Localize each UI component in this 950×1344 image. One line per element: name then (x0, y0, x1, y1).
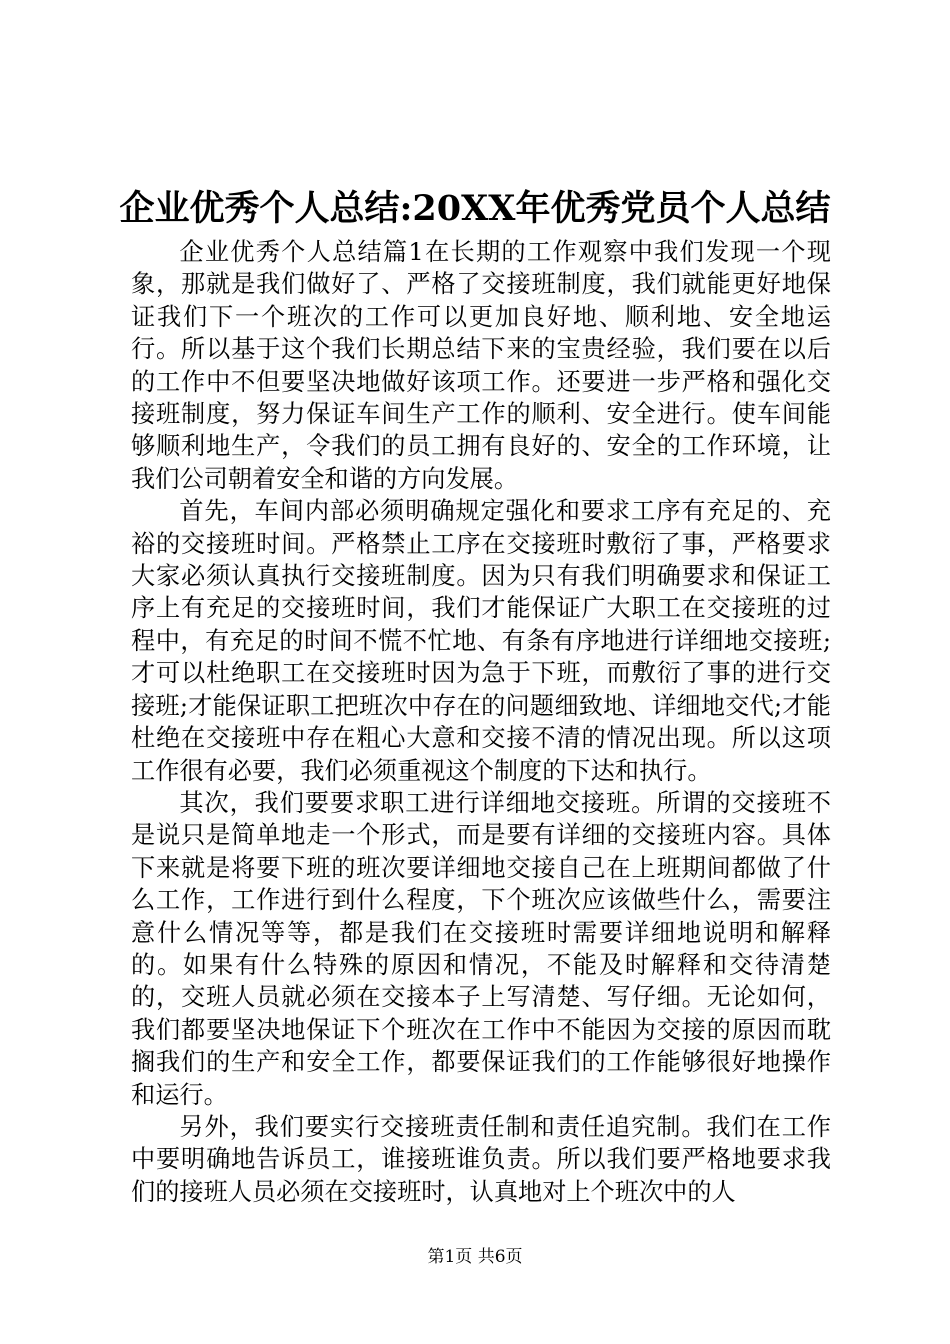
page-number-footer: 第1页 共6页 (427, 1247, 523, 1267)
paragraph-2: 首先，车间内部必须明确规定强化和要求工序有充足的、充裕的交接班时间。严格禁止工序在交接班时敷衍了事，严格要求大家必须认真执行交接班制度。因为只有我们明确要求和保证工序上有充足的交接班时间，我们才能保证广大职工在交接班的过程中，有充足的时间不慌不忙地、有条有序地进行详细地交接班;才可以杜绝职工在交接班时因为急于下班，而敷衍了事的进行交接班;才能保证职工把班次中存在的问题细致地、详细地交代;才能杜绝在交接班中存在粗心大意和交接不清的情况出现。所以这项工作很有必要，我们必须重视这个制度的下达和执行。 (131, 497, 831, 785)
document-body (131, 236, 831, 1208)
paragraph-4: 另外，我们要实行交接班责任制和责任追究制。我们在工作中要明确地告诉员工，谁接班谁负责。所以我们要严格地要求我们的接班人员必须在交接班时，认真地对上个班次中的人 (131, 1112, 831, 1206)
paragraph-3: 其次，我们要要求职工进行详细地交接班。所谓的交接班不是说只是简单地走一个形式，而是要有详细的交接班内容。具体下来就是将要下班的班次要详细地交接自己在上班期间都做了什么工作，工作进行到什么程度，下个班次应该做些什么，需要注意什么情况等等，都是我们在交接班时需要详细地说明和解释的。如果有什么特殊的原因和情况，不能及时解释和交待清楚的，交班人员就必须在交接本子上写清楚、写仔细。无论如何，我们都要坚决地保证下个班次在工作中不能因为交接的原因而耽搁我们的生产和安全工作，都要保证我们的工作能够很好地操作和运行。 (131, 788, 831, 1109)
paragraph-1: 企业优秀个人总结篇1在长期的工作观察中我们发现一个现象，那就是我们做好了、严格了交接班制度，我们就能更好地保证我们下一个班次的工作可以更加良好地、顺利地、安全地运行。所以基于这个我们长期总结下来的宝贵经验，我们要在以后的工作中不但要坚决地做好该项工作。还要进一步严格和强化交接班制度，努力保证车间生产工作的顺利、安全进行。使车间能够顺利地生产，令我们的员工拥有良好的、安全的工作环境，让我们公司朝着安全和谐的方向发展。 (131, 238, 831, 493)
document-title: 企业优秀个人总结:20XX年优秀党员个人总结 (119, 188, 831, 229)
